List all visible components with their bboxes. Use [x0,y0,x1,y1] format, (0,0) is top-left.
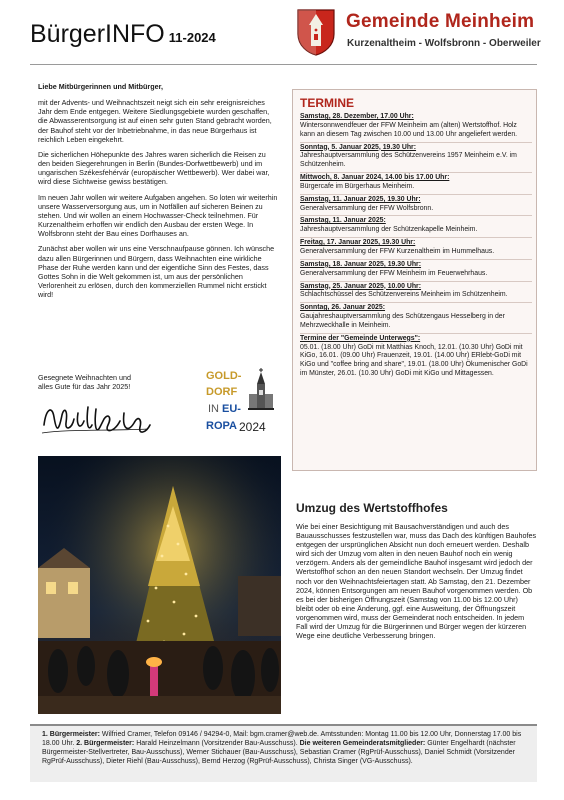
christmas-market-photo [38,456,281,714]
golddorf-logo-text: GOLD- [206,370,242,382]
closing-line: Gesegnete Weihnachten und [38,373,131,382]
council-footer [30,724,537,782]
event-date: Mittwoch, 8. Januar 2024, 14.00 bis 17.00 Uhr: [300,174,450,182]
municipality-name: Gemeinde Meinheim [346,11,535,32]
letter-paragraph: Die sicherlichen Höhepunkte des Jahres waren sicherlich die Reisen zu den beiden Siegerehrungen in Berlin (Bundes-Dorfwettbewerb) und im ungarischen Székesfehérvár (europäischer Wettbewerb). Wer dabei war, wird diese Sichtweise gewiss bestätigen. [38,149,270,187]
event-item [300,283,532,304]
event-date: Samstag, 11. Januar 2025: [300,217,386,225]
header-divider [30,64,537,65]
village-list: Kurzenaltheim - Wolfsbronn - Oberweiler [347,38,541,49]
event-text: Wintersonnwendfeuer der FFW Meinheim am (alten) Wertstoffhof. Holz kann an diesem Tag zwischen 10.00 und 13.00 Uhr angeliefert werden. [300,121,518,138]
event-text: Jahreshauptversammlung der Schützenkapelle Meinheim. [300,226,478,234]
footer-text: Wilfried Cramer, Telefon 09146 / 94294-0, Mail: bgm.cramer@web.de. Amtsstunden: Montag 11.00 bis 12.00 Uhr, Donnerstag 17.00 bis 18.00 Uhr. [42,731,522,747]
footer-label: Die weiteren Gemeinderatsmitglieder: [299,740,426,747]
closing-line: alles Gute für das Jahr 2025! [38,382,131,392]
footer-text: Harald Heinzelmann (Vorsitzender Bau-Ausschuss). [136,740,298,747]
event-date: Freitag, 17. Januar 2025, 19.30 Uhr: [300,239,416,247]
event-item [300,113,532,143]
event-text: Generalversammlung der FFW Meinheim im Feuerwehrhaus. [300,269,488,277]
event-text: Generalversammlung der FFW Kurzenaltheim im Hummelhaus. [300,247,495,255]
letter-paragraph: mit der Advents- und Weihnachtszeit neigt sich ein sehr ereignisreiches Jahr dem Ende entgegen. Weitere Siedlungsgebiete wurden geschaffen, die Abwasserentsorgung ist auf einen sehr guten Stand gebracht worden, der Bauhof steht vor der Inbetriebnahme, in das neue Bürgerhaus ist reichlich Leben eingekehrt. [38,98,272,144]
event-date: Samstag, 25. Januar 2025, 10.00 Uhr: [300,282,422,290]
event-date: Samstag, 18. Januar 2025, 19.30 Uhr: [300,260,422,268]
golddorf-logo-text: DORF [206,386,238,398]
title-text: BürgerINFO [30,20,165,48]
event-item [300,196,532,217]
footer-label: 1. Bürgermeister: [42,731,100,738]
event-item [300,261,532,282]
event-text: Jahreshauptversammlung des Schützenvereins 1957 Meinheim e.V. im Schützenheim. [300,152,517,169]
event-date: Sonntag, 5. Januar 2025, 19.30 Uhr: [300,143,417,151]
footer-text: Günter Engelhardt (nächster Bürgermeister-Stellvertreter, Bau-Ausschuss), Werner Stichauer (Bau-Ausschuss), Sebastian Cramer (RgPrüf-Ausschuss), Daniel Schmidt (Vorsitzender RgPrüf-Ausschuss), Dieter Riehl (Bau-Ausschuss), Bernd Herzog (RgPrüf-Ausschuss), Christa Singer (VG-Ausschuss). [42,740,516,765]
event-text: Bürgercafe im Bürgerhaus Meinheim. [300,182,415,190]
event-text: Generalversammlung der FFW Wolfsbronn. [300,204,434,212]
church-icon [246,366,276,416]
municipality-crest-icon [296,8,336,56]
letter-paragraph: Im neuen Jahr wollen wir weitere Aufgaben angehen. So loten wir weiterhin unsere Wasserversorgung aus, um in Notfällen auf sicheren Beinen zu stehen. Und wir wollen an einem Hochwasser-Check teilnehmen. Für Kurzenaltheim erhoffen wir endlich den Ausbau der ersten Wege. In Wolfsbronn steht der Bau eines Dorfhauses an. [38,192,278,239]
event-text: Gaujahreshauptversammlung des Schützengaus Hesselberg in der Mehrzweckhalle in Meinheim. [300,313,505,329]
event-date: Samstag, 28. Dezember, 17.00 Uhr: [300,113,414,120]
issue-number: 11-2024 [168,30,216,45]
event-item [300,239,532,260]
mayor-letter [38,82,278,305]
recycling-article-body: Wie bei einer Besichtigung mit Bausachverständigen und auch des Bauausschusses festzustellen war, muss das Dach des künftigen Bauhofes entgegen der ursprünglichen Absicht nun doch erneuert werden. Deshalb wird sich der Umzug vom alten in den neuen Bauhof noch ein wenig verzögern. Anders als der gemeindliche Bauhof insgesamt wird jedoch der Wertstoffhof schon an den neuen Standort wechseln. Der Umzug findet noch vor den Weihnachtsfeiertagen statt. Ab Samstag, den 21. Dezember 2024, können Entsorgungen am neuen Bauhof vorgenommen werden. Ob es bei der bisherigen Öffnungszeit (Samstag von 11.00 bis 12.00 Uhr) bleibt oder ob eine Änderung, ggf. eine Ausweitung, der Öffnungszeit vorgenommen wird, muss der Gemeinderat noch entscheiden. In jedem Fall wird der Umzug für die Bürgerinnen und Bürger wegen der kürzeren Wege eine deutliche Verbesserung bringen. [296,522,537,641]
event-date: Termine der "Gemeinde Unterwegs": [300,334,421,342]
golddorf-logo-text: IN [208,403,219,415]
letter-greeting: Liebe Mitbürgerinnen und Mitbürger, [38,82,163,91]
event-item [300,304,532,334]
golddorf-logo-text: EU- [222,403,241,415]
letter-paragraph: Zunächst aber wollen wir uns eine Verschnaufpause gönnen. Ich wünsche dazu allen Bürgerinnen und Bürgern, dass Weihnachten eine wirkliche Phase der Ruhe werden kann und der eigentliche Sinn des Festes, dass Gottes Sohn in die Welt gekommen ist, um aus der persönlichen Verlorenheit zu erlösen, durch den kommerziellen Rummel nicht erstickt wird! [38,244,275,300]
event-text: Schlachtschüssel des Schützenvereins Meinheim im Schützenheim. [300,291,508,299]
letter-closing [38,373,173,391]
page-title [30,20,216,49]
event-item [300,335,532,381]
mayor-signature [38,395,158,447]
events-heading: TERMINE [300,96,354,110]
golddorf-logo-year: 2024 [239,420,266,434]
event-date: Sonntag, 26. Januar 2025: [300,304,386,312]
events-list [300,113,532,382]
event-text: 05.01. (18.00 Uhr) GoDi mit Matthias Knoch, 12.01. (10.30 Uhr) GoDi mit KiGo, 16.01. (09.00 Uhr) Frauenzeit, 19.01. (14.00 Uhr) ERlebt-GoDi mit KiGo und "coffee bring and share", 19.01. (18.00 Uhr) Ökumenischer GoDi im Münster, 26.01. (10.30 Uhr) GoDi mit KiGo und Mittagessen. [300,343,528,378]
event-date: Samstag, 11. Januar 2025, 19.30 Uhr: [300,195,421,203]
recycling-article-heading: Umzug des Wertstoffhofes [296,501,448,515]
footer-label: 2. Bürgermeister: [76,740,135,747]
event-item [300,144,532,174]
golddorf-logo-text: ROPA [206,420,237,432]
event-item [300,217,532,238]
event-item [300,174,532,195]
